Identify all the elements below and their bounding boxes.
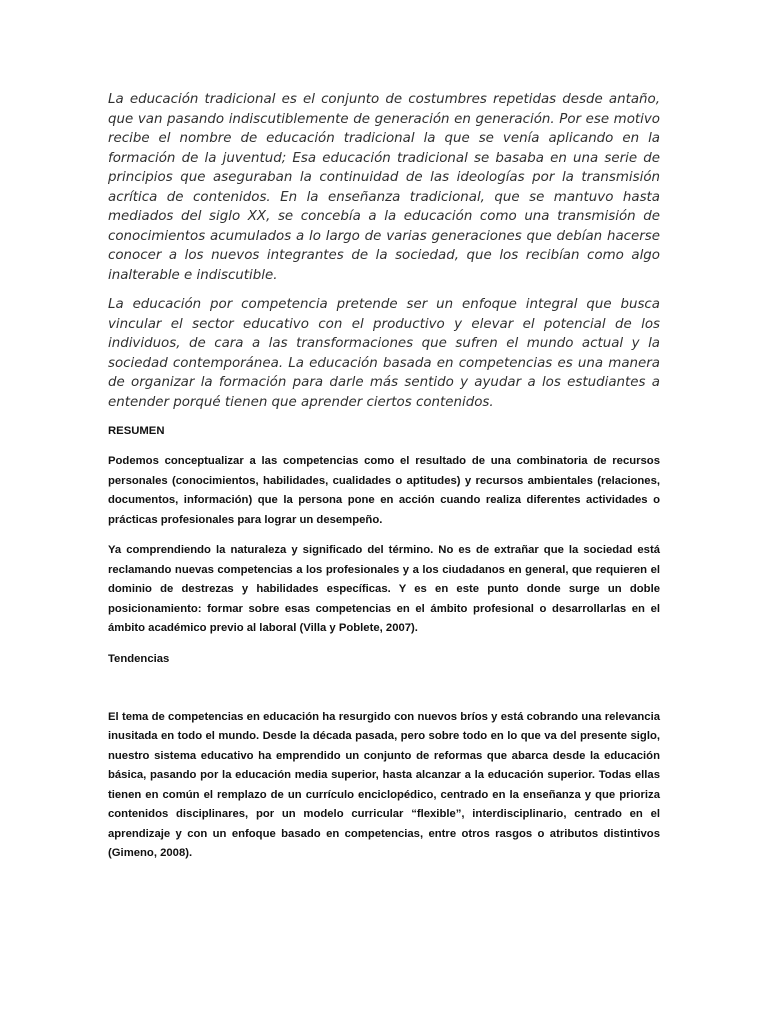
document-page (108, 90, 660, 875)
tendencias-paragraph-1: El tema de competencias en educación ha resurgido con nuevos bríos y está cobrando una relevancia inusitada en todo el mundo. Desde la década pasada, pero sobre todo en lo que va del presente siglo, nuestro sistema educativo ha emprendido un conjunto de reformas que abarca desde la educación básica, pasando por la educación media superior, hasta alcanzar a la educación superior. Todas ellas tienen en común el remplazo de un currículo enciclopédico, centrado en la enseñanza y que prioriza contenidos disciplinares, por un modelo curricular “flexible”, interdisciplinario, centrado en el aprendizaje y con un enfoque basado en competencias, entre otros rasgos o atributos distintivos (Gimeno, 2008). (108, 710, 660, 859)
resumen-heading: RESUMEN (108, 425, 165, 437)
resumen-paragraph-2: Ya comprendiendo la naturaleza y significado del término. No es de extrañar que la sociedad está reclamando nuevas competencias a los profesionales y a los ciudadanos en general, que requieren el dominio de destrezas y habilidades específicas. Y es en este punto donde surge un doble posicionamiento: formar sobre esas competencias en el ámbito profesional o desarrollarlas en el ámbito académico previo al laboral (Villa y Poblete, 2007). (108, 544, 660, 634)
tendencias-heading: Tendencias (108, 652, 170, 665)
section-spacer (108, 680, 660, 708)
resumen-paragraph-1: Podemos conceptualizar a las competencias como el resultado de una combinatoria de recursos personales (conocimientos, habilidades, cualidades o aptitudes) y recursos ambientales (relaciones, documentos, información) que la persona pone en acción cuando realiza diferentes actividades o prácticas profesionales para lograr un desempeño. (108, 455, 660, 526)
intro-paragraph-traditional-education: La educación tradicional es el conjunto de costumbres repetidas desde antaño, que van pasando indiscutiblemente de generación en generación. Por ese motivo recibe el nombre de educación tradicional la que se venía aplicando en la formación de la juventud; Esa educación tradicional se basaba en una serie de principios que aseguraban la continuidad de las ideologías por la transmisión acrítica de contenidos. En la enseñanza tradicional, que se mantuvo hasta mediados del siglo XX, se concebía a la educación como una transmisión de conocimientos acumulados a lo largo de varias generaciones que debían hacerse conocer a los nuevos integrantes de la sociedad, que los recibían como algo inalterable e indiscutible. (108, 92, 660, 283)
intro-paragraph-competency-education: La educación por competencia pretende ser un enfoque integral que busca vincular el sector educativo con el productivo y elevar el potencial de los individuos, de cara a las transformaciones que sufren el mundo actual y la sociedad contemporánea. La educación basada en competencias es una manera de organizar la formación para darle más sentido y ayudar a los estudiantes a entender porqué tienen que aprender ciertos contenidos. (108, 297, 660, 410)
